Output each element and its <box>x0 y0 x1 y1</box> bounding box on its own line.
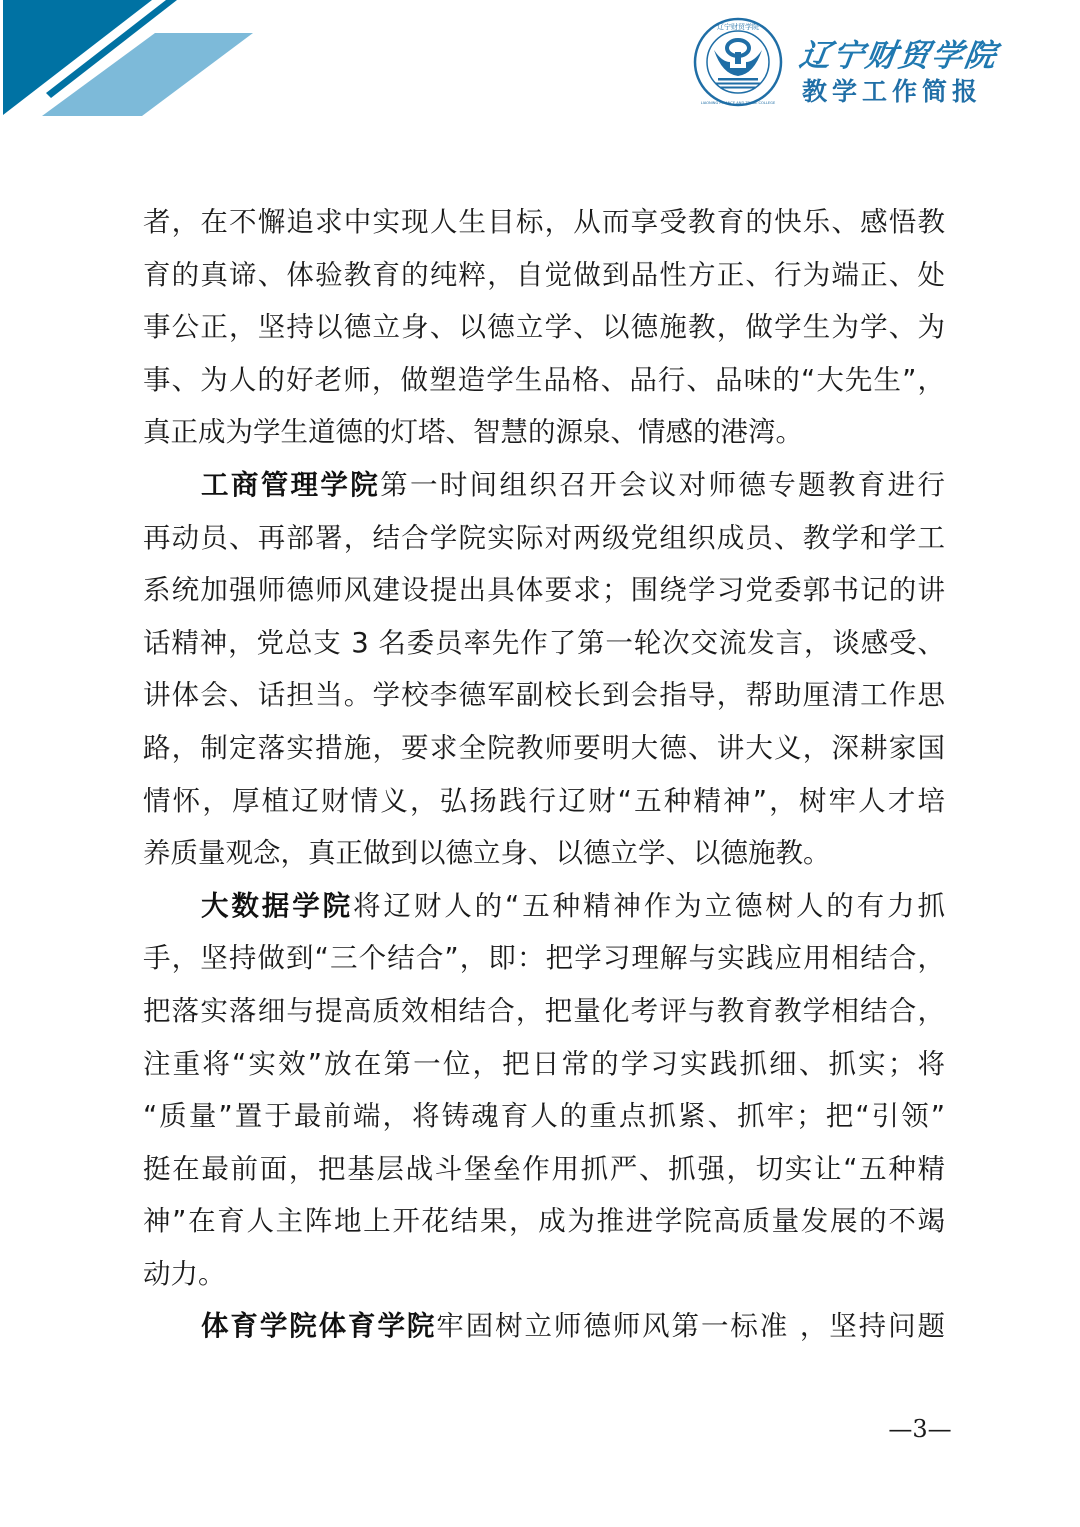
unit-name: 体育学院体育学院 <box>201 1310 437 1343</box>
text-line: 情怀，厚植辽财情义，弘扬践行辽财“五种精神”，树牢人才培 <box>143 784 945 817</box>
diagonal-stripes-icon <box>0 0 300 120</box>
text-line: 再动员、再部署，结合学院实际对两级党组织成员、教学和学工 <box>143 521 945 554</box>
masthead <box>690 12 1070 112</box>
page-number: —3— <box>888 1415 952 1443</box>
text-line: 养质量观念，真正做到以德立身、以德立学、以德施教。 <box>143 837 831 870</box>
text-line: 路，制定落实措施，要求全院教师要明大德、讲大义，深耕家国 <box>143 731 945 764</box>
text-line: 注重将“实效”放在第一位，把日常的学习实践抓细、抓实；将 <box>143 1047 945 1080</box>
text-line: 系统加强师德师风建设提出具体要求；围绕学习党委郭书记的讲 <box>143 574 945 607</box>
unit-name: 工商管理学院 <box>201 468 381 501</box>
header-decoration <box>0 0 300 120</box>
text-line: 讲体会、话担当。学校李德军副校长到会指导，帮助厘清工作思 <box>143 679 945 712</box>
text-line: 者，在不懈追求中实现人生目标，从而享受教育的快乐、感悟教 <box>143 206 945 238</box>
text-line: 事公正，坚持以德立身、以德立学、以德施教，做学生为学、为 <box>143 311 945 344</box>
school-name: 辽宁财贸学院 <box>796 38 1001 74</box>
svg-text:LIAONING FINANCE AND TRADE COL: LIAONING FINANCE AND TRADE COLLEGE <box>700 101 776 105</box>
text-line <box>143 462 945 515</box>
paragraph-sports-school <box>143 1303 945 1356</box>
text-line: 话精神，党总支 3 名委员率先作了第一轮次交流发言，谈感受、 <box>143 626 945 659</box>
paragraph-big-data-school <box>143 883 945 1304</box>
paragraph-continuation <box>143 199 945 462</box>
text-line: 神”在育人主阵地上开花结果，成为推进学院高质量发展的不竭 <box>143 1205 945 1238</box>
college-seal-icon <box>692 16 784 108</box>
svg-text:辽宁财贸学院: 辽宁财贸学院 <box>717 23 759 31</box>
bulletin-title: 教学工作简报 <box>802 77 983 106</box>
text-line: “质量”置于最前端，将铸魂育人的重点抓紧、抓牢；把“引领” <box>143 1100 945 1133</box>
text-line: 动力。 <box>143 1257 226 1290</box>
text-line <box>143 883 945 936</box>
text-line: 手，坚持做到“三个结合”，即：把学习理解与实践应用相结合， <box>143 942 945 975</box>
article-body <box>143 199 945 1356</box>
text-line <box>143 1303 945 1356</box>
text-line: 挺在最前面，把基层战斗堡垒作用抓严、抓强，切实让“五种精 <box>143 1152 945 1185</box>
line-text: 牢固树立师德师风第一标准 ，坚持问题 <box>436 1310 945 1343</box>
line-text: 第一时间组织召开会议对师德专题教育进行 <box>380 468 945 501</box>
text-line: 把落实落细与提高质效相结合，把量化考评与教育教学相结合， <box>143 994 945 1027</box>
unit-name: 大数据学院 <box>201 889 354 922</box>
text-line: 真正成为学生道德的灯塔、智慧的源泉、情感的港湾。 <box>143 416 803 449</box>
paragraph-business-school <box>143 462 945 883</box>
line-text: 将辽财人的“五种精神作为立德树人的有力抓 <box>353 889 945 922</box>
text-line: 育的真谛、体验教育的纯粹，自觉做到品性方正、行为端正、处 <box>143 258 945 291</box>
text-line: 事、为人的好老师，做塑造学生品格、品行、品味的“大先生”， <box>143 363 945 396</box>
